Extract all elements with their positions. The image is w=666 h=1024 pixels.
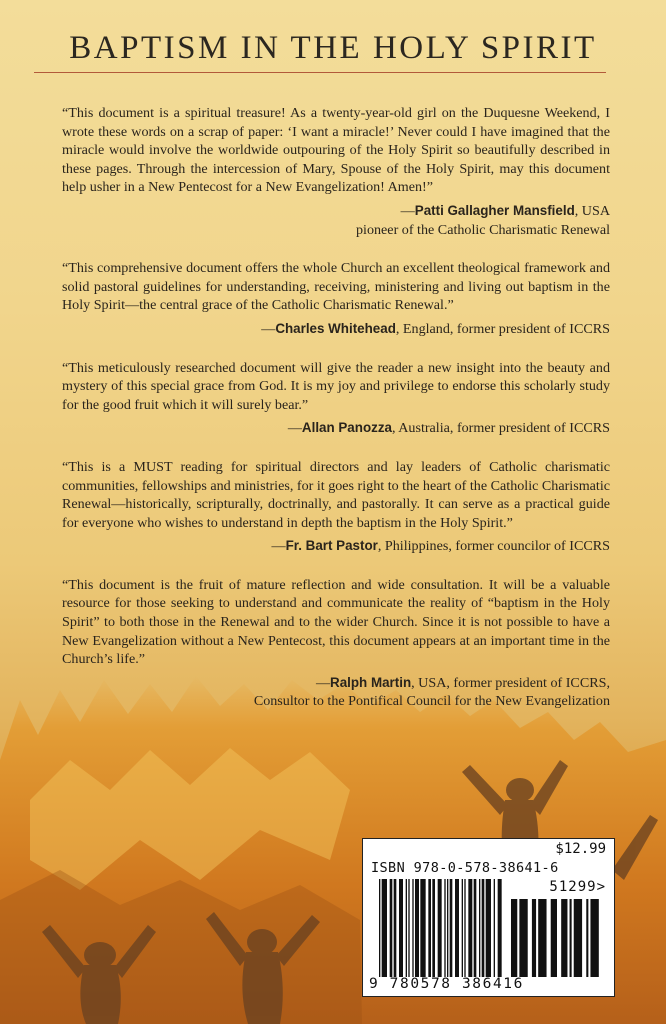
endorsement xyxy=(62,359,610,438)
endorsements xyxy=(62,104,610,731)
endorser-name: Allan Panozza xyxy=(301,420,392,436)
endorsement-text: “This comprehensive document offers the whole Church an excellent theological framework and solid pastoral guidelines for understanding, receiving, ministering and living out baptism in the Holy Spirit—the central grace of the Catholic Charismatic Renewal.” xyxy=(62,260,610,314)
barcode-bar xyxy=(479,879,480,977)
barcode-bar xyxy=(538,899,546,977)
attribution-dash: — xyxy=(287,420,302,437)
isbn-barcode xyxy=(362,838,615,997)
endorsement-attribution xyxy=(62,202,610,239)
endorsement xyxy=(62,576,610,711)
endorser-name: Fr. Bart Pastor xyxy=(285,538,378,554)
endorsement xyxy=(62,259,610,338)
barcode-bar xyxy=(408,879,409,977)
barcode-bar xyxy=(420,879,425,977)
addon-barcode-bars xyxy=(511,899,603,977)
barcode-bar xyxy=(428,879,431,977)
barcode-bar xyxy=(462,879,463,977)
book-title: BAPTISM IN THE HOLY SPIRIT xyxy=(69,30,597,66)
endorsement-text: “This meticulously researched document will give the reader a new insight into the beauty and mystery of this special grace from God. It is my joy and privilege to endorse this scholarly study for the good fruit which it will surely bear.” xyxy=(62,359,610,413)
barcode-bar xyxy=(438,879,442,977)
attribution-dash: — xyxy=(261,320,276,337)
addon-digits: 51299> xyxy=(549,879,606,895)
price-label: $12.99 xyxy=(555,841,606,857)
endorser-role: Consultor to the Pontifical Council for the New Evangelization xyxy=(253,693,610,710)
endorser-details: , England, former president of ICCRS xyxy=(395,320,610,337)
barcode-bar xyxy=(498,879,502,977)
barcode-bar xyxy=(519,899,527,977)
barcode-bar xyxy=(464,879,465,977)
isbn-number: ISBN 978-0-578-38641-6 xyxy=(371,860,559,876)
endorsement-attribution xyxy=(62,674,610,711)
endorser-name: Charles Whitehead xyxy=(275,320,396,336)
barcode-bar xyxy=(511,899,517,977)
barcode-bar xyxy=(486,879,491,977)
attribution-dash: — xyxy=(315,674,331,691)
endorser-name: Patti Gallagher Mansfield xyxy=(414,202,575,218)
endorsement-text: “This is a MUST reading for spiritual directors and lay leaders of Catholic charismatic communities, fellowships and ministries, for it goes right to the heart of the Catholic Charismatic Renewal—historically, scripturally, doctrinally, and pastorally. It can serve as a practical guide for everyone who wishes to understand in depth the baptism in the Holy Spirit.” xyxy=(62,458,610,531)
barcode-bar xyxy=(561,899,567,977)
barcode-bar xyxy=(394,879,397,977)
barcode-bar xyxy=(586,899,588,977)
ean-digits: 9 780578 386416 xyxy=(369,976,524,992)
barcode-bar xyxy=(590,899,598,977)
endorsement xyxy=(62,104,610,239)
barcode-bar xyxy=(412,879,413,977)
barcode-bar xyxy=(432,879,435,977)
endorsement-attribution xyxy=(62,537,610,556)
barcode-bar xyxy=(494,879,495,977)
barcode-bar xyxy=(551,899,557,977)
endorser-details: , Australia, former president of ICCRS xyxy=(391,420,610,437)
barcode-bar xyxy=(532,899,536,977)
barcode-bar xyxy=(574,899,582,977)
barcode-bar xyxy=(382,879,387,977)
endorsement-attribution xyxy=(62,419,610,438)
endorser-name: Ralph Martin xyxy=(330,674,412,690)
ean-barcode-bars xyxy=(379,879,503,977)
barcode-bar xyxy=(468,879,472,977)
endorsement-text: “This document is the fruit of mature reflection and wide consultation. It will be a valuable resource for those seeking to understand and communicate the reality of “baptism in the Holy Spirit” to both those in the Renewal and to the wider Church. Since it is not possible to have a New Evangelization without a New Pentecost, this document appears at an important time in the Church’s life.” xyxy=(62,576,610,668)
barcode-bar xyxy=(406,879,407,977)
barcode-bar xyxy=(379,879,380,977)
barcode-bar xyxy=(390,879,393,977)
barcode-bar xyxy=(444,879,445,977)
endorser-role: pioneer of the Catholic Charismatic Renewal xyxy=(356,221,610,238)
attribution-dash: — xyxy=(400,202,415,219)
barcode-bar xyxy=(474,879,477,977)
barcode-bar xyxy=(415,879,419,977)
endorsement-attribution xyxy=(62,320,610,339)
endorser-details: , USA xyxy=(574,202,610,219)
barcode-bar xyxy=(399,879,403,977)
barcode-bar xyxy=(455,879,459,977)
barcode-bar xyxy=(570,899,572,977)
attribution-dash: — xyxy=(271,538,286,555)
endorser-details: , Philippines, former councilor of ICCRS xyxy=(377,538,610,555)
barcode-bar xyxy=(447,879,448,977)
barcode-bar xyxy=(450,879,453,977)
endorsement-text: “This document is a spiritual treasure! As a twenty-year-old girl on the Duquesne Weekend, I wrote these words on a scrap of paper: ‘I want a miracle!’ Never could I have imagined that the miracle would involve the worldwide outpouring of the Holy Spirit so beautifully described in these pages. Through the intercession of Mary, Spouse of the Holy Spirit, may this document help usher in a New Pentecost for a New Evangelization! Amen!” xyxy=(62,105,610,196)
title-divider xyxy=(34,72,606,73)
endorsement xyxy=(62,458,610,556)
endorser-details: , USA, former president of ICCRS, xyxy=(411,674,610,691)
barcode-bar xyxy=(482,879,485,977)
